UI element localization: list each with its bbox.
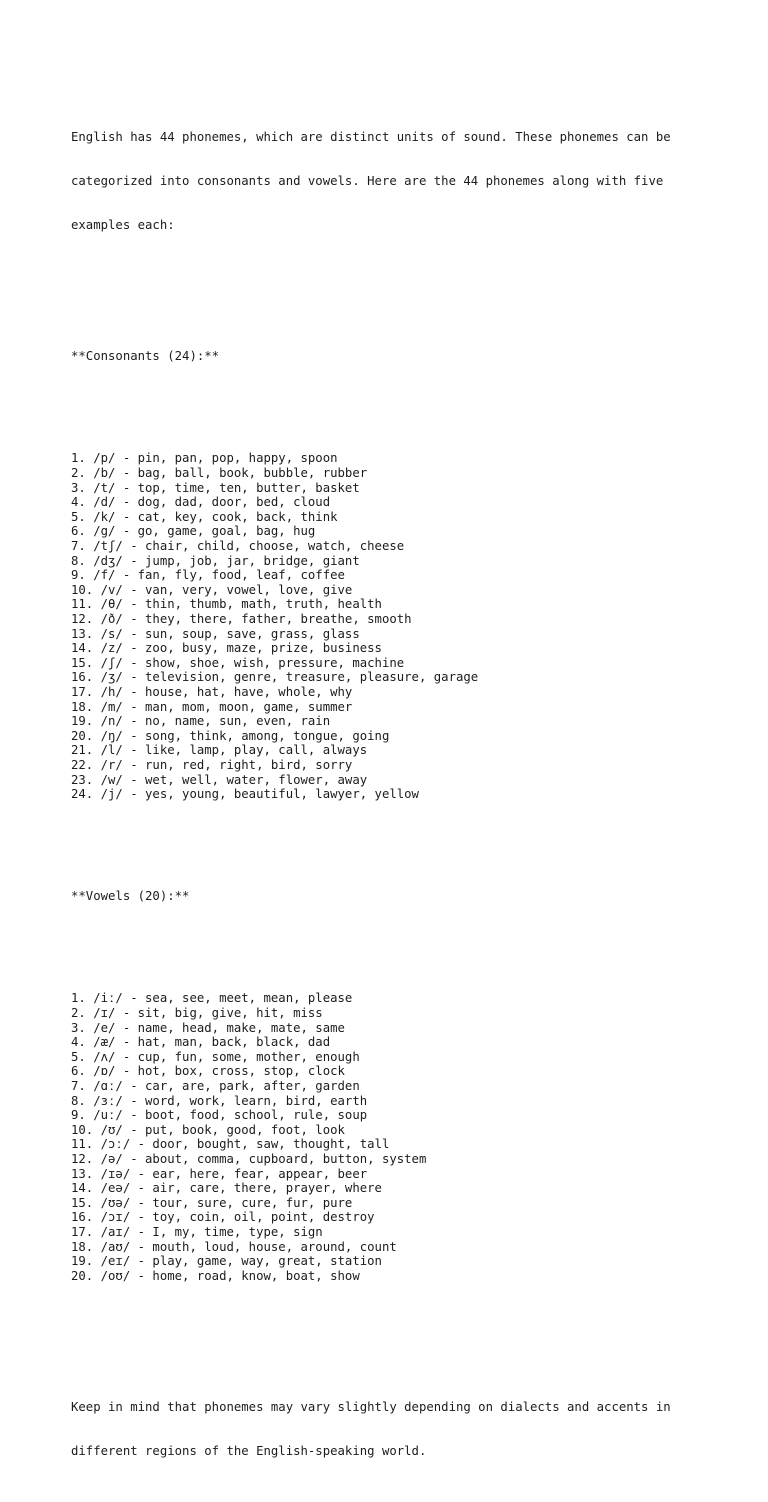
document-body (71, 72, 721, 1502)
vowel-item: 7. /ɑː/ - car, are, park, after, garden (71, 1078, 360, 1093)
consonant-item: 23. /w/ - wet, well, water, flower, away (71, 772, 368, 787)
consonant-item: 12. /ð/ - they, there, father, breathe, smooth (71, 611, 412, 626)
closing-paragraph (71, 1371, 721, 1488)
consonant-item: 4. /d/ - dog, dad, door, bed, cloud (71, 495, 331, 510)
intro-line: examples each: (71, 217, 175, 232)
consonant-item: 8. /dʒ/ - jump, job, jar, bridge, giant (71, 553, 360, 568)
vowel-item: 14. /eə/ - air, care, there, prayer, where (71, 1181, 382, 1196)
vowel-item: 17. /aɪ/ - I, my, time, type, sign (71, 1224, 323, 1239)
consonant-item: 3. /t/ - top, time, ten, butter, basket (71, 480, 360, 495)
closing-line: Keep in mind that phonemes may vary slightly depending on dialects and accents in (71, 1400, 671, 1415)
consonant-item: 18. /m/ - man, mom, moon, game, summer (71, 699, 353, 714)
consonant-item: 10. /v/ - van, very, vowel, love, give (71, 582, 353, 597)
blank-line (71, 1312, 721, 1327)
consonant-list (71, 451, 721, 801)
consonant-item: 6. /g/ - go, game, goal, bag, hug (71, 524, 316, 539)
vowel-item: 2. /ɪ/ - sit, big, give, hit, miss (71, 1006, 323, 1020)
consonant-item: 11. /θ/ - thin, thumb, math, truth, health (71, 597, 382, 612)
vowel-item: 5. /ʌ/ - cup, fun, some, mother, enough (71, 1049, 360, 1064)
consonant-item: 13. /s/ - sun, soup, save, grass, glass (71, 626, 360, 641)
consonants-heading: **Consonants (24):** (71, 349, 220, 364)
consonant-item: 19. /n/ - no, name, sun, even, rain (71, 714, 331, 729)
vowel-item: 3. /e/ - name, head, make, mate, same (71, 1020, 345, 1035)
consonant-item: 17. /h/ - house, hat, have, whole, why (71, 684, 353, 699)
consonant-item: 15. /ʃ/ - show, shoe, wish, pressure, machine (71, 655, 405, 670)
vowel-item: 19. /eɪ/ - play, game, way, great, station (71, 1254, 382, 1269)
vowels-heading: **Vowels (20):** (71, 889, 190, 904)
consonant-item: 20. /ŋ/ - song, think, among, tongue, going (71, 728, 390, 743)
consonant-item: 24. /j/ - yes, young, beautiful, lawyer, yellow (71, 787, 419, 802)
vowel-item: 15. /ʊə/ - tour, sure, cure, fur, pure (71, 1195, 353, 1210)
vowel-item: 6. /ɒ/ - hot, box, cross, stop, clock (71, 1064, 345, 1079)
blank-line (71, 393, 721, 408)
vowel-item: 9. /uː/ - boot, food, school, rule, soup (71, 1108, 368, 1123)
vowel-item: 12. /ə/ - about, comma, cupboard, button, system (71, 1151, 427, 1166)
vowel-item: 8. /ɜː/ - word, work, learn, bird, earth (71, 1093, 368, 1108)
vowel-item: 16. /ɔɪ/ - toy, coin, oil, point, destroy (71, 1210, 375, 1225)
blank-line (71, 291, 721, 306)
intro-line: categorized into consonants and vowels. Here are the 44 phonemes along with five (71, 174, 664, 189)
consonant-item: 21. /l/ - like, lamp, play, call, always (71, 743, 368, 758)
consonant-item: 5. /k/ - cat, key, cook, back, think (71, 509, 338, 524)
vowel-item: 11. /ɔː/ - door, bought, saw, thought, tall (71, 1137, 390, 1152)
vowel-item: 20. /oʊ/ - home, road, know, boat, show (71, 1268, 360, 1283)
consonant-item: 14. /z/ - zoo, busy, maze, prize, business (71, 641, 382, 656)
intro-paragraph (71, 101, 721, 262)
consonant-item: 7. /tʃ/ - chair, child, choose, watch, cheese (71, 539, 405, 553)
vowel-item: 18. /aʊ/ - mouth, loud, house, around, count (71, 1239, 397, 1254)
consonant-item: 1. /p/ - pin, pan, pop, happy, spoon (71, 451, 338, 466)
intro-line: English has 44 phonemes, which are distinct units of sound. These phonemes can be (71, 130, 671, 145)
consonant-item: 16. /ʒ/ - television, genre, treasure, pleasure, garage (71, 670, 479, 685)
blank-line (71, 933, 721, 948)
vowel-item: 1. /iː/ - sea, see, meet, mean, please (71, 991, 353, 1006)
closing-line: different regions of the English-speaking world. (71, 1443, 427, 1458)
vowel-item: 4. /æ/ - hat, man, back, black, dad (71, 1035, 331, 1050)
consonant-item: 2. /b/ - bag, ball, book, bubble, rubber (71, 466, 368, 481)
consonant-item: 9. /f/ - fan, fly, food, leaf, coffee (71, 568, 345, 583)
blank-line (71, 831, 721, 846)
vowel-item: 13. /ɪə/ - ear, here, fear, appear, beer (71, 1166, 368, 1181)
vowel-list (71, 991, 721, 1283)
vowel-item: 10. /ʊ/ - put, book, good, foot, look (71, 1122, 345, 1137)
consonant-item: 22. /r/ - run, red, right, bird, sorry (71, 757, 353, 772)
